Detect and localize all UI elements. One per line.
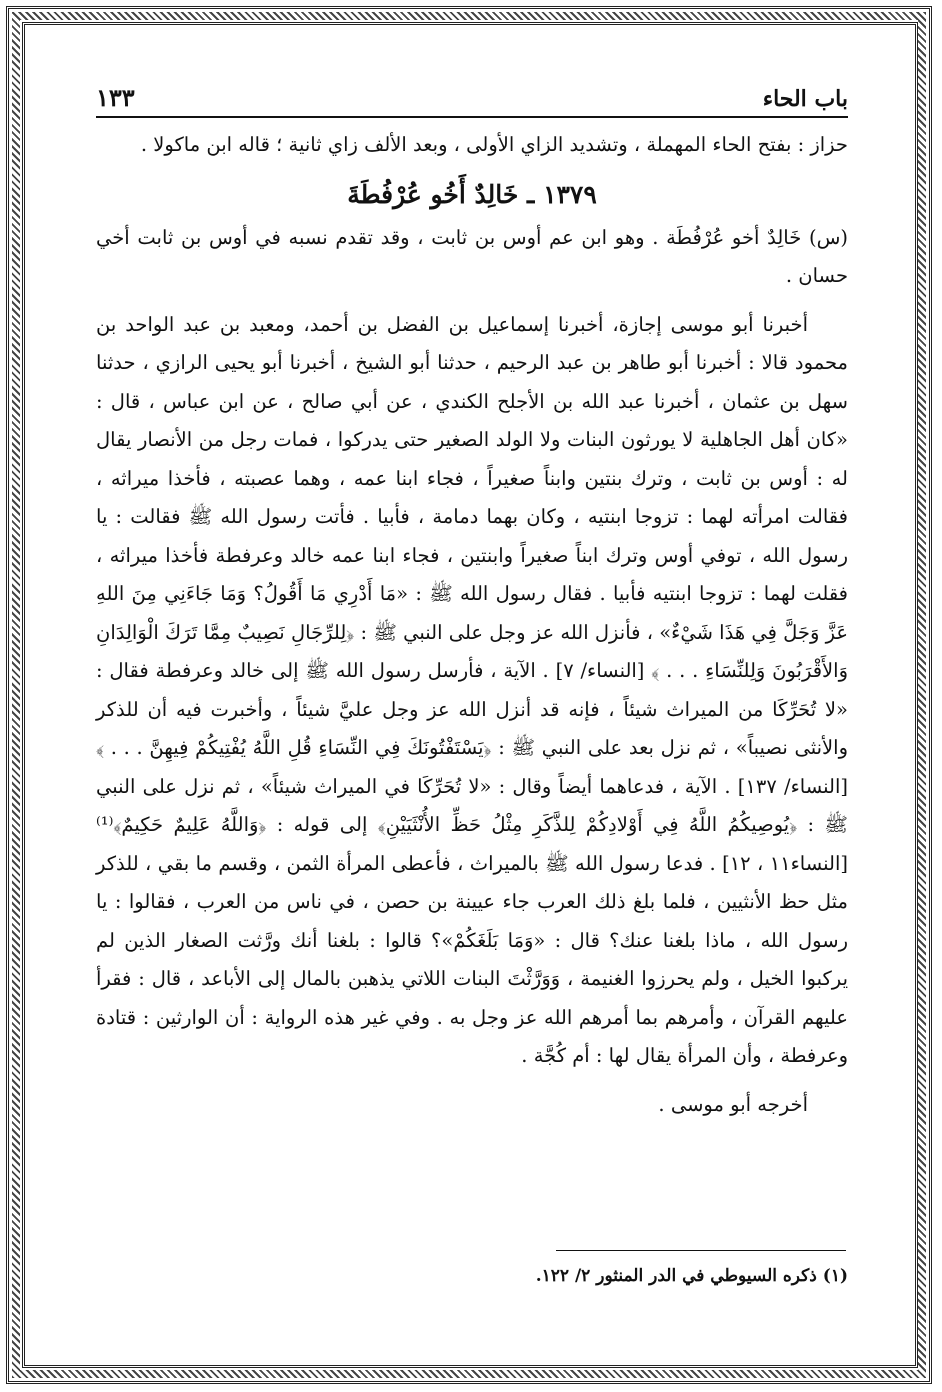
hadith-paragraph: أخبرنا أبو موسى إجازة، أخبرنا إسماعيل بن الفضل بن أحمد، ومعبد بن عبد الواحد بن محمود قالا : أخبرنا أبو طاهر بن عبد الرحيم ، حدثنا أبو الشيخ ، أخبرنا أبو يحيى الرازي ، حدثنا سهل بن عثمان ، أخبرنا عبد الله بن الأجلح الكندي ، عن أبي صالح ، عن ابن عباس ، قال : «كان أهل الجاهلية لا يورثون البنات ولا الولد الصغير حتى يدركوا ، فمات رجل من الأنصار يقال له : أوس بن ثابت ، وترك بنتين وابناً صغيراً ، فجاء ابنا عمه ، وهما عصبته ، فأخذا ميراثه ، فقالت امرأته لهما : تزوجا ابنتيه ، وكان بهما دمامة ، فأبيا . فأتت رسول الله ﷺ فقالت : يا رسول الله ، توفي أوس وترك ابناً صغيراً وابنتين ، فجاء ابنا عمه خالد وعرفطة فأخذا ميراثه ، فقلت لهما : تزوجا ابنتيه فأبيا . فقال رسول الله ﷺ : «مَا أَدْرِي مَا أَقُولُ؟ وَمَا جَاءَنِي مِنَ اللهِ عَزَّ وَجَلَّ فِي هَذَا شَيْءٌ» ، فأنزل الله عز وجل على النبي ﷺ : ﴿لِلرِّجَالِ نَصِيبٌ مِمَّا تَرَكَ الْوَالِدَانِ وَالأَقْرَبُونَ وَلِلنِّسَاءِ . . . ﴾ [النساء/ ٧] . الآية ، فأرسل رسول الله ﷺ إلى خالد وعرفطة فقال : «لا تُحَرِّكَا من الميراث شيئاً ، فإنه قد أنزل الله عز وجل عليَّ شيئاً ، وأخبرت فيه أن للذكر والأنثى نصيباً» ، ثم نزل بعد على النبي ﷺ : ﴿يَسْتَفْتُونَكَ فِي النِّسَاءِ قُلِ اللَّهُ يُفْتِيكُمْ فِيهِنَّ . . . ﴾ [النساء/ ١٣٧] . الآية ، فدعاهما أيضاً وقال : «لا تُحَرِّكَا في الميراث شيئاً» ، ثم نزل على النبي ﷺ : ﴿يُوصِيكُمُ اللَّهُ فِي أَوْلادِكُمْ لِلذَّكَرِ مِثْلُ حَظِّ الأُنْثَيَيْنِ﴾ إلى قوله : ﴿وَاللَّهُ عَلِيمٌ حَكِيمٌ﴾⁽¹⁾ [النساء١١ ، ١٢] . فدعا رسول الله ﷺ بالميراث ، فأعطى المرأة الثمن ، وقسم ما بقي ، للذكر مثل حظ الأنثيين ، فلما بلغ ذلك العرب جاء عيينة بن حصن ، في ناس من العرب ، فقالوا : يا رسول الله ، ماذا بلغنا عنك؟ قال : «وَمَا بَلَغَكُمْ»؟ قالوا : بلغنا أنك ورَّثت الصغار الذين لم يركبوا الخيل ، ولم يحرزوا الغنيمة ، وَوَرَّثْتَ البنات اللاتي يذهبن بالمال إلى الأباعد ، قال : فقرأ عليهم القرآن ، وأمرهم بما أمرهم الله عز وجل به . وفي غير هذه الرواية : أن الوارثين : قتادة وعرفطة ، وأن المرأة يقال لها : أم كُجَّة . <box>96 312 848 1067</box>
chapter-title: باب الحاء <box>762 86 848 112</box>
running-header <box>96 82 848 118</box>
page-number: ١٣٣ <box>96 83 135 112</box>
intro-paragraph: حزاز : بفتح الحاء المهملة ، وتشديد الزاي الأولى ، وبعد الألف زاي ثانية ؛ قاله ابن ماكولا . <box>140 133 848 156</box>
entry-title: ١٣٧٩ ـ خَالِدٌ أَخُو عُرْفُطَةَ <box>347 179 597 209</box>
closing-paragraph: أخرجه أبو موسى . <box>658 1092 808 1116</box>
entry-intro-paragraph: (س) خَالِدٌ أخو عُرْفُطَة . وهو ابن عم أوس بن ثابت ، وقد تقدم نسبه في أوس بن ثابت أخي حسان . <box>96 225 848 287</box>
footnote-divider <box>556 1250 846 1251</box>
footnote: (١) ذكره السيوطي في الدر المنثور ٢/ ١٢٢. <box>535 1266 848 1286</box>
main-text <box>96 126 848 1124</box>
